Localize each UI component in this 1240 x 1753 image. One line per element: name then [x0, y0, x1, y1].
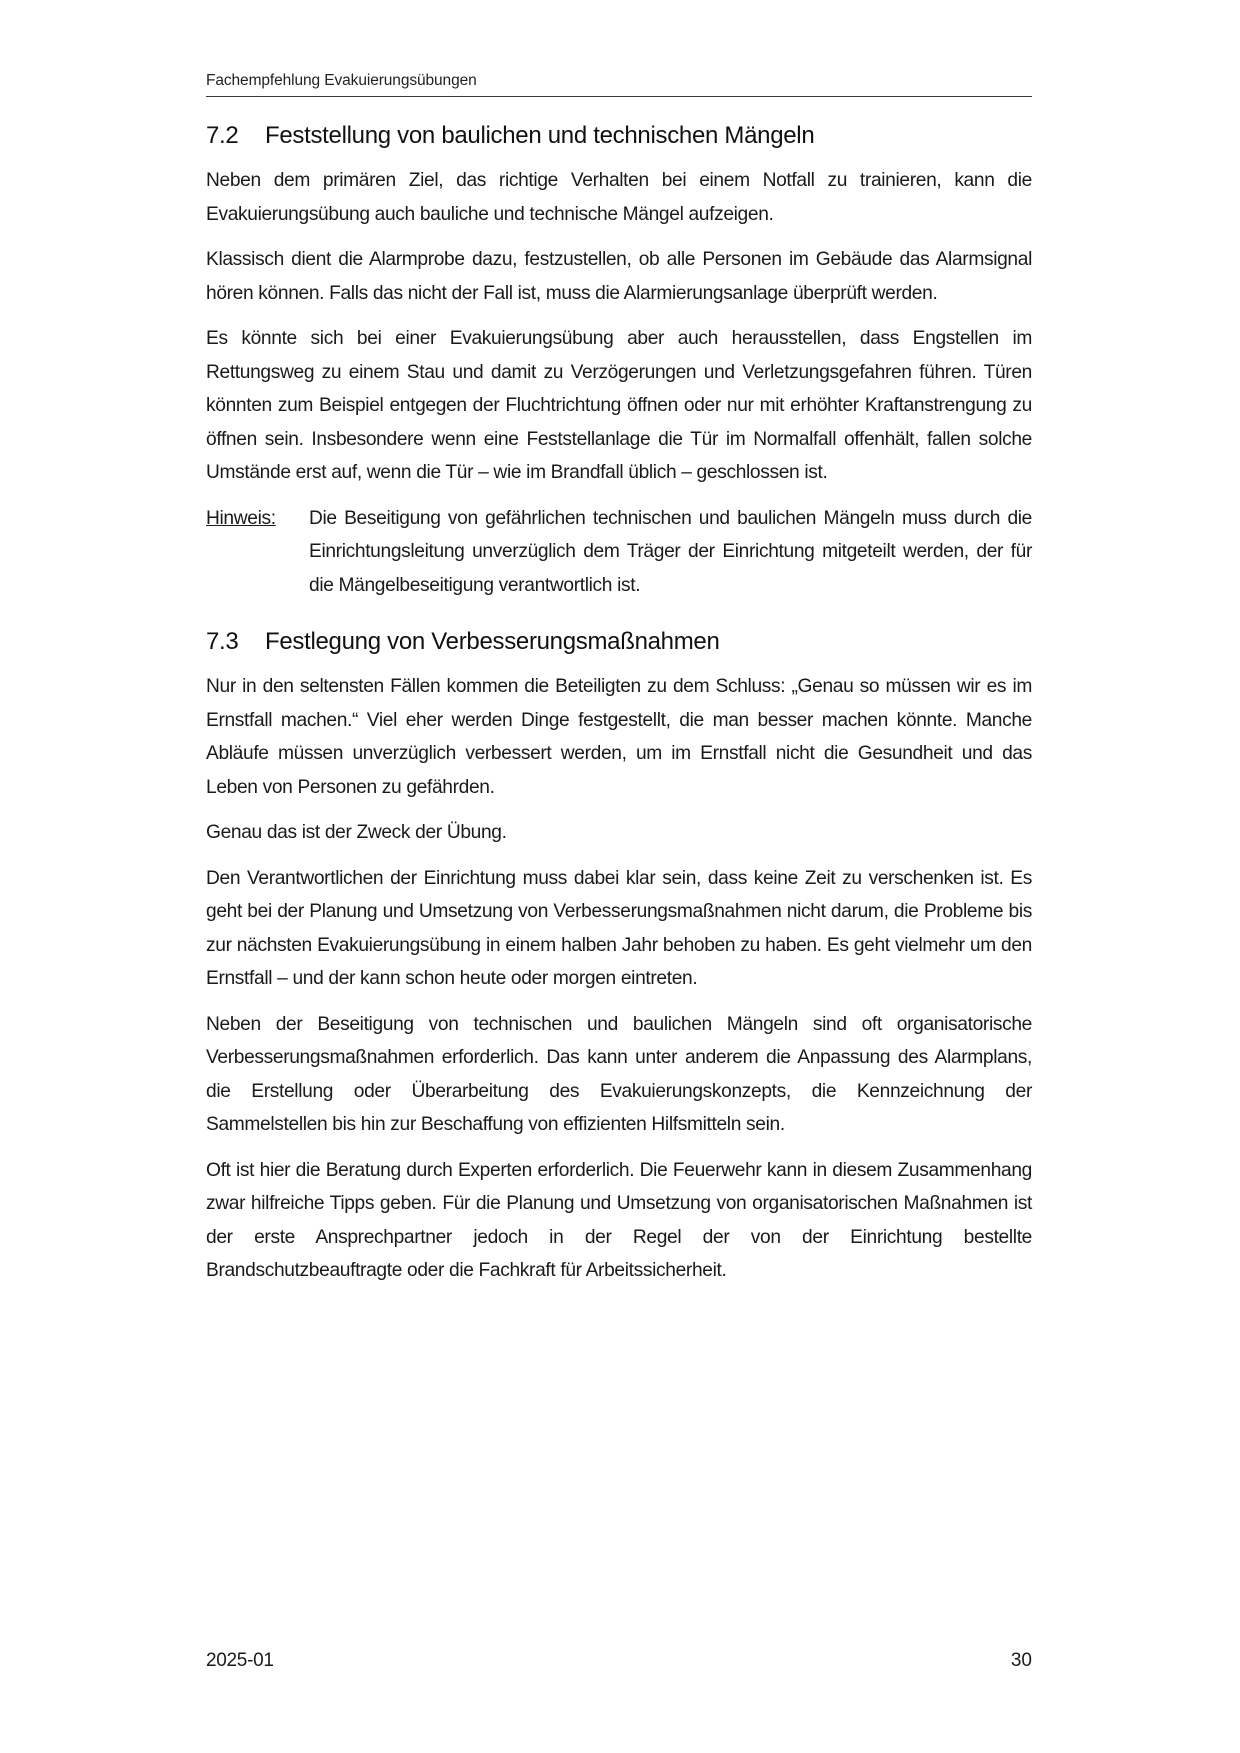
- section-heading-7-3: [206, 628, 1032, 656]
- note-text: Die Beseitigung von gefährlichen technischen und baulichen Mängeln muss durch die Einrichtungsleitung unverzüglich dem Träger der Einrichtung mitgeteilt werden, der für die Mängelbeseitigung verantwortlich ist.: [309, 507, 1032, 596]
- section-number: 7.2: [206, 122, 239, 149]
- note-block: [206, 502, 1032, 603]
- page-content: [206, 118, 1032, 1300]
- section-title: Festlegung von Verbesserungsmaßnahmen: [265, 628, 720, 655]
- paragraph: Nur in den seltensten Fällen kommen die Beteiligten zu dem Schluss: „Genau so müssen wir es im Ernstfall machen.“ Viel eher werden Dinge festgestellt, die man besser machen könnte. Manche Abläufe müssen unverzüglich verbessert werden, um im Ernstfall nicht die Gesundheit und das Leben von Personen zu gefährden.: [206, 676, 1032, 798]
- paragraph: Neben der Beseitigung von technischen und baulichen Mängeln sind oft organisatorische Verbesserungsmaßnahmen erforderlich. Das kann unter anderem die Anpassung des Alarmplans, die Erstellung oder Überarbeitung des Evakuierungskonzepts, die Kennzeichnung der Sammelstellen bis hin zur Beschaffung von effizienten Hilfsmitteln sein.: [206, 1013, 1032, 1135]
- paragraph: Den Verantwortlichen der Einrichtung muss dabei klar sein, dass keine Zeit zu verschenken ist. Es geht bei der Planung und Umsetzung von Verbesserungsmaßnahmen nicht darum, die Probleme bis zur nächsten Evakuierungsübung in einem halben Jahr behoben zu haben. Es geht vielmehr um den Ernstfall – und der kann schon heute oder morgen eintreten.: [206, 867, 1032, 989]
- header-title: Fachempfehlung Evakuierungsübungen: [206, 72, 477, 89]
- footer-version: 2025-01: [206, 1650, 274, 1671]
- paragraph: Genau das ist der Zweck der Übung.: [206, 822, 507, 843]
- paragraph: Klassisch dient die Alarmprobe dazu, festzustellen, ob alle Personen im Gebäude das Alarmsignal hören können. Falls das nicht der Fall ist, muss die Alarmierungsanlage überprüft werden.: [206, 249, 1032, 304]
- paragraph: Oft ist hier die Beratung durch Experten erforderlich. Die Feuerwehr kann in diesem Zusammenhang zwar hilfreiche Tipps geben. Für die Planung und Umsetzung von organisatorischen Maßnahmen ist der erste Ansprechpartner jedoch in der Regel der von der Einrichtung bestellte Brandschutzbeauftragte oder die Fachkraft für Arbeitssicherheit.: [206, 1159, 1032, 1281]
- section-number: 7.3: [206, 628, 239, 655]
- running-header: [206, 72, 1032, 97]
- paragraph: Es könnte sich bei einer Evakuierungsübung aber auch herausstellen, dass Engstellen im Rettungsweg zu einem Stau und damit zu Verzögerungen und Verletzungsgefahren führen. Türen könnten zum Beispiel entgegen der Fluchtrichtung öffnen oder nur mit erhöhter Kraftanstrengung zu öffnen sein. Insbesondere wenn eine Feststellanlage die Tür im Normalfall offenhält, fallen solche Umstände erst auf, wenn die Tür – wie im Brandfall üblich – geschlossen ist.: [206, 328, 1032, 483]
- paragraph: Neben dem primären Ziel, das richtige Verhalten bei einem Notfall zu trainieren, kann die Evakuierungsübung auch bauliche und technische Mängel aufzeigen.: [206, 170, 1032, 225]
- note-label: Hinweis:: [206, 507, 276, 529]
- page-number: 30: [1010, 1650, 1032, 1671]
- section-heading-7-2: [206, 122, 1032, 150]
- section-title: Feststellung von baulichen und technischen Mängeln: [265, 122, 815, 149]
